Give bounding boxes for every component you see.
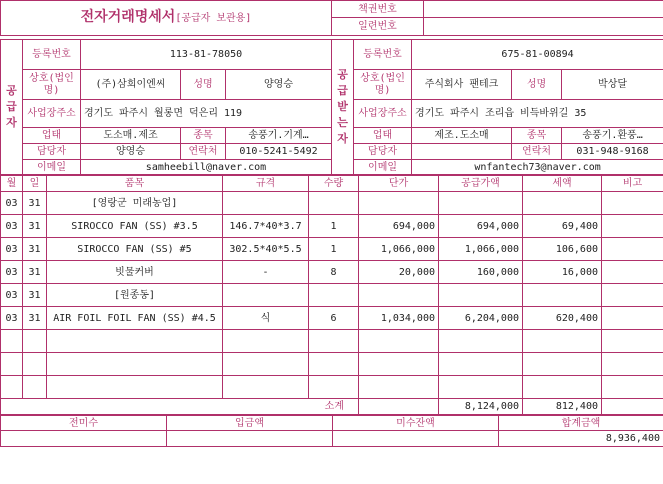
subtotal-supply: 8,124,000 (439, 399, 523, 415)
receiver-phone: 031-948-9168 (562, 144, 663, 160)
item-tax (523, 376, 602, 399)
item-unit-price (359, 192, 439, 215)
item-month: 03 (1, 261, 23, 284)
item-name (47, 353, 223, 376)
item-spec (223, 353, 309, 376)
book-number-field (424, 1, 663, 18)
unpaid-label: 미수잔액 (333, 416, 499, 431)
item-note (602, 353, 663, 376)
receiver-name-label: 성명 (512, 70, 562, 100)
table-row (1, 192, 663, 215)
total-amount: 8,936,400 (499, 431, 663, 447)
item-unit-price (359, 353, 439, 376)
supplier-phone: 010-5241-5492 (226, 144, 332, 160)
item-name: [원종동] (47, 284, 223, 307)
title-text: 전자거래명세서 (80, 9, 176, 26)
receiver-company-label: 상호(법인명) (354, 70, 412, 100)
supplier-manager-label: 담당자 (23, 144, 81, 160)
total-label: 합계금액 (499, 416, 663, 431)
receiver-address-label: 사업장주소 (354, 100, 412, 128)
parties-block (0, 39, 663, 175)
table-row (1, 376, 663, 399)
item-day: 31 (23, 192, 47, 215)
item-tax (523, 353, 602, 376)
supplier-email-label: 이메일 (23, 160, 81, 175)
item-day: 31 (23, 284, 47, 307)
item-qty (309, 192, 359, 215)
supplier-side-label: 공급자 (1, 40, 23, 175)
supplier-address: 경기도 파주시 월롱면 덕은리 119 (81, 100, 332, 128)
supplier-manager: 양영승 (81, 144, 181, 160)
item-name: SIROCCO FAN (SS) #5 (47, 238, 223, 261)
col-month: 월 (1, 176, 23, 192)
item-supply (439, 284, 523, 307)
item-unit-price: 694,000 (359, 215, 439, 238)
item-spec (223, 376, 309, 399)
receiver-email-label: 이메일 (354, 160, 412, 175)
item-qty (309, 284, 359, 307)
item-note (602, 284, 663, 307)
item-unit-price (359, 376, 439, 399)
supplier-address-label: 사업장주소 (23, 100, 81, 128)
supplier-reg-no: 113-81-78050 (81, 40, 332, 70)
table-row (1, 238, 663, 261)
col-spec: 규격 (223, 176, 309, 192)
col-item: 품목 (47, 176, 223, 192)
item-supply: 1,066,000 (439, 238, 523, 261)
document-title (1, 1, 332, 36)
item-name: AIR FOIL FOIL FAN (SS) #4.5 (47, 307, 223, 330)
receiver-company: 주식회사 팬테크 (412, 70, 512, 100)
item-spec: 302.5*40*5.5 (223, 238, 309, 261)
item-day (23, 330, 47, 353)
table-row (1, 284, 663, 307)
supplier-biz-item-label: 종목 (181, 128, 226, 144)
item-month (1, 330, 23, 353)
item-qty (309, 330, 359, 353)
item-day: 31 (23, 261, 47, 284)
subtotal-note (602, 399, 663, 415)
item-name: 빗물커버 (47, 261, 223, 284)
col-unit-price: 단가 (359, 176, 439, 192)
item-unit-price (359, 284, 439, 307)
item-month (1, 376, 23, 399)
item-note (602, 307, 663, 330)
receiver-phone-label: 연락처 (512, 144, 562, 160)
item-tax: 620,400 (523, 307, 602, 330)
receiver-manager-label: 담당자 (354, 144, 412, 160)
item-day (23, 353, 47, 376)
item-day: 31 (23, 215, 47, 238)
item-month: 03 (1, 238, 23, 261)
item-supply: 160,000 (439, 261, 523, 284)
receiver-manager (412, 144, 512, 160)
item-name: SIROCCO FAN (SS) #3.5 (47, 215, 223, 238)
item-unit-price (359, 330, 439, 353)
item-spec (223, 192, 309, 215)
item-spec: 식 (223, 307, 309, 330)
col-qty: 수량 (309, 176, 359, 192)
supplier-biz-type: 도소매.제조 (81, 128, 181, 144)
table-row (1, 307, 663, 330)
item-name (47, 376, 223, 399)
supplier-phone-label: 연락처 (181, 144, 226, 160)
item-note (602, 238, 663, 261)
item-unit-price: 1,066,000 (359, 238, 439, 261)
item-note (602, 376, 663, 399)
table-row (1, 330, 663, 353)
subtotal-tax: 812,400 (523, 399, 602, 415)
supplier-name: 양영승 (226, 70, 332, 100)
receiver-email: wnfantech73@naver.com (412, 160, 663, 175)
item-qty: 6 (309, 307, 359, 330)
item-qty: 1 (309, 215, 359, 238)
item-supply (439, 192, 523, 215)
receiver-biz-item: 송풍기.환풍… (562, 128, 663, 144)
supplier-email: samheebill@naver.com (81, 160, 332, 175)
subtotal-blank (359, 399, 439, 415)
receiver-biz-type: 제조.도소매 (412, 128, 512, 144)
supplier-biz-type-label: 업태 (23, 128, 81, 144)
item-month: 03 (1, 192, 23, 215)
subtotal-label: 소계 (1, 399, 359, 415)
receiver-biz-type-label: 업태 (354, 128, 412, 144)
payment (167, 431, 333, 447)
table-row (1, 215, 663, 238)
item-spec: - (223, 261, 309, 284)
item-day: 31 (23, 307, 47, 330)
serial-number-field (424, 18, 663, 36)
receiver-biz-item-label: 종목 (512, 128, 562, 144)
receiver-reg-no: 675-81-00894 (412, 40, 663, 70)
receiver-reg-no-label: 등록번호 (354, 40, 412, 70)
receiver-side-label: 공급받는자 (332, 40, 354, 175)
item-note (602, 261, 663, 284)
table-row (1, 261, 663, 284)
item-qty: 8 (309, 261, 359, 284)
supplier-company-label: 상호(법인명) (23, 70, 81, 100)
item-month: 03 (1, 284, 23, 307)
unpaid (333, 431, 499, 447)
title-note: [공급자 보관용] (175, 13, 252, 25)
book-number-label: 책권번호 (332, 1, 424, 18)
item-tax: 69,400 (523, 215, 602, 238)
item-supply (439, 376, 523, 399)
subtotal-row (1, 399, 663, 415)
serial-number-label: 일련번호 (332, 18, 424, 36)
col-tax: 세액 (523, 176, 602, 192)
item-unit-price: 1,034,000 (359, 307, 439, 330)
prev-balance (1, 431, 167, 447)
title-block (0, 0, 663, 36)
item-supply (439, 353, 523, 376)
col-note: 비고 (602, 176, 663, 192)
supplier-company: (주)삼희이엔씨 (81, 70, 181, 100)
item-day (23, 376, 47, 399)
items-header-row (1, 176, 663, 192)
payment-label: 입금액 (167, 416, 333, 431)
item-name: [영랑군 미래농업] (47, 192, 223, 215)
item-spec (223, 284, 309, 307)
col-supply: 공급가액 (439, 176, 523, 192)
item-tax (523, 284, 602, 307)
item-note (602, 330, 663, 353)
footer-block (0, 415, 663, 447)
item-supply: 6,204,000 (439, 307, 523, 330)
receiver-name: 박상달 (562, 70, 663, 100)
item-name (47, 330, 223, 353)
supplier-name-label: 성명 (181, 70, 226, 100)
item-day: 31 (23, 238, 47, 261)
item-tax: 16,000 (523, 261, 602, 284)
item-supply: 694,000 (439, 215, 523, 238)
item-tax: 106,600 (523, 238, 602, 261)
supplier-biz-item: 송풍기.기계… (226, 128, 332, 144)
item-month (1, 353, 23, 376)
item-tax (523, 192, 602, 215)
item-note (602, 192, 663, 215)
item-tax (523, 330, 602, 353)
item-qty (309, 376, 359, 399)
item-qty (309, 353, 359, 376)
supplier-reg-no-label: 등록번호 (23, 40, 81, 70)
col-day: 일 (23, 176, 47, 192)
item-qty: 1 (309, 238, 359, 261)
item-spec: 146.7*40*3.7 (223, 215, 309, 238)
item-note (602, 215, 663, 238)
item-month: 03 (1, 307, 23, 330)
items-table (0, 175, 663, 415)
receiver-address: 경기도 파주시 조리읍 비득바위길 35 (412, 100, 663, 128)
item-month: 03 (1, 215, 23, 238)
table-row (1, 353, 663, 376)
item-supply (439, 330, 523, 353)
item-unit-price: 20,000 (359, 261, 439, 284)
item-spec (223, 330, 309, 353)
prev-balance-label: 전미수 (1, 416, 167, 431)
